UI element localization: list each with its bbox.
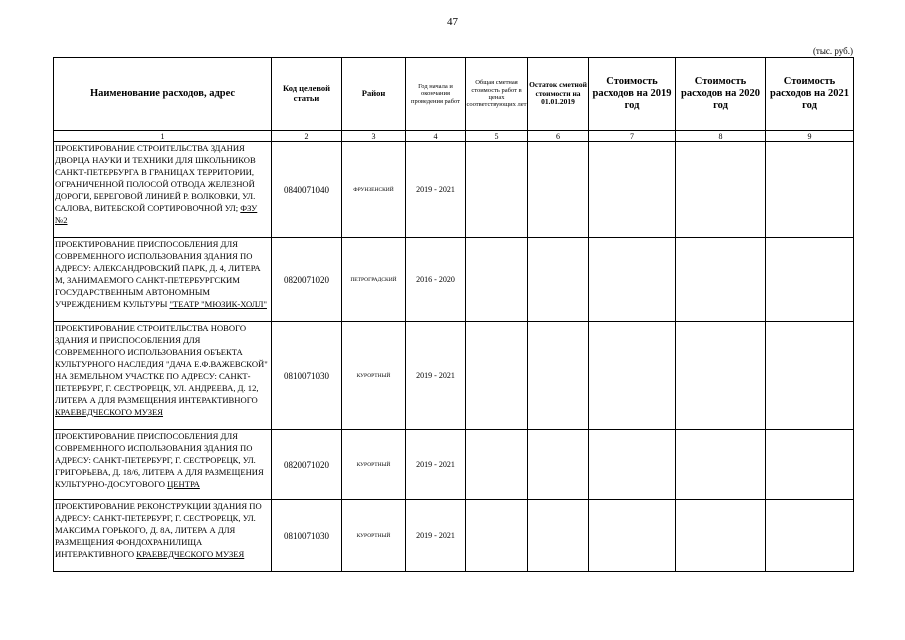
cost-2021 (766, 430, 854, 500)
work-years: 2016 - 2020 (406, 238, 466, 322)
target-code: 0820071020 (272, 430, 342, 500)
col-number: 2 (272, 131, 342, 142)
remainder (528, 430, 589, 500)
col-number: 6 (528, 131, 589, 142)
remainder (528, 238, 589, 322)
header-cost-2021: Стоимость расходов на 2021 год (766, 58, 854, 131)
expense-name-tail: КРАЕВЕДЧЕСКОГО МУЗЕЯ (55, 407, 164, 417)
header-years: Год начала и окончания проведения работ (406, 58, 466, 131)
col-number: 4 (406, 131, 466, 142)
total-cost (466, 238, 528, 322)
remainder (528, 322, 589, 430)
expense-name-text: ПРОЕКТИРОВАНИЕ ПРИСПОСОБЛЕНИЯ ДЛЯ СОВРЕМЕННОГО ИСПОЛЬЗОВАНИЯ ЗДАНИЯ ПО АДРЕСУ: АЛЕКСАНДРОВСКИЙ ПАРК, Д. 4, ЛИТЕРА М, ЗАНИМАЕМОГО САНКТ-ПЕТЕРБУРГСКИМ ГОСУДАРСТВЕННЫМ АВТОНОМНЫМ УЧРЕЖДЕНИЕМ КУЛЬТУРЫ (55, 239, 261, 309)
work-years: 2019 - 2021 (406, 142, 466, 238)
expense-name-tail: ЦЕНТРА (167, 479, 200, 489)
expense-name-text: ПРОЕКТИРОВАНИЕ СТРОИТЕЛЬСТВА ЗДАНИЯ ДВОРЦА НАУКИ И ТЕХНИКИ ДЛЯ ШКОЛЬНИКОВ САНКТ-ПЕТЕРБУРГА В ГРАНИЦАХ ТЕРРИТОРИИ, ОГРАНИЧЕННОЙ ПОЛОСОЙ ОТВОДА ЖЕЛЕЗНОЙ ДОРОГИ, БЕРЕГОВОЙ ЛИНИЕЙ Р. ВОЛКОВКИ, УЛ. САЛОВА, ВИТЕБСКОЙ СОРТИРОВОЧНОЙ УЛ; (55, 143, 256, 213)
cost-2020 (676, 430, 766, 500)
expense-name-text: ПРОЕКТИРОВАНИЕ СТРОИТЕЛЬСТВА НОВОГО ЗДАНИЯ И ПРИСПОСОБЛЕНИЯ ДЛЯ СОВРЕМЕННОГО ИСПОЛЬЗОВАНИЯ ОБЪЕКТА КУЛЬТУРНОГО НАСЛЕДИЯ "ДАЧА Е.Ф.ВАЖЕВСКОЙ" НА ЗЕМЕЛЬНОМ УЧАСТКЕ ПО АДРЕСУ: САНКТ-ПЕТЕРБУРГ, Г. СЕСТРОРЕЦК, УЛ. АНДРЕЕВА, Д. 12, ЛИТЕРА А ДЛЯ РАЗМЕЩЕНИЯ ИНТЕРАКТИВНОГО (55, 323, 268, 405)
col-number: 7 (589, 131, 676, 142)
total-cost (466, 430, 528, 500)
cost-2019 (589, 500, 676, 572)
district: КУРОРТНЫЙ (342, 322, 406, 430)
district: ПЕТРОГРАДСКИЙ (342, 238, 406, 322)
header-code: Код целевой статьи (272, 58, 342, 131)
expense-name-tail: "ТЕАТР "МЮЗИК-ХОЛЛ" (169, 299, 267, 309)
header-row (54, 58, 854, 131)
cost-2020 (676, 322, 766, 430)
expense-name (54, 142, 272, 238)
table-row (54, 238, 854, 322)
cost-2019 (589, 142, 676, 238)
cost-2021 (766, 142, 854, 238)
header-district: Район (342, 58, 406, 131)
work-years: 2019 - 2021 (406, 322, 466, 430)
cost-2020 (676, 238, 766, 322)
cost-2021 (766, 238, 854, 322)
header-total: Общая сметная стоимость работ в ценах соответствующих лет (466, 58, 528, 131)
work-years: 2019 - 2021 (406, 430, 466, 500)
target-code: 0810071030 (272, 500, 342, 572)
header-name: Наименование расходов, адрес (54, 58, 272, 131)
cost-2021 (766, 322, 854, 430)
target-code: 0810071030 (272, 322, 342, 430)
table-row (54, 142, 854, 238)
total-cost (466, 142, 528, 238)
cost-2019 (589, 238, 676, 322)
expense-name (54, 430, 272, 500)
remainder (528, 142, 589, 238)
page-number: 47 (447, 16, 458, 28)
expense-name (54, 322, 272, 430)
expense-name (54, 500, 272, 572)
expense-name-tail: ФЗУ №2 (55, 203, 258, 225)
header-cost-2020: Стоимость расходов на 2020 год (676, 58, 766, 131)
target-code: 0840071040 (272, 142, 342, 238)
header-cost-2019: Стоимость расходов на 2019 год (589, 58, 676, 131)
col-number: 9 (766, 131, 854, 142)
header-remainder: Остаток сметной стоимости на 01.01.2019 (528, 58, 589, 131)
table-row (54, 430, 854, 500)
expense-name (54, 238, 272, 322)
units-label: (тыс. руб.) (812, 46, 853, 56)
col-number: 1 (54, 131, 272, 142)
col-number: 3 (342, 131, 406, 142)
cost-2020 (676, 142, 766, 238)
target-code: 0820071020 (272, 238, 342, 322)
table-row (54, 322, 854, 430)
cost-2020 (676, 500, 766, 572)
cost-2021 (766, 500, 854, 572)
total-cost (466, 500, 528, 572)
district: КУРОРТНЫЙ (342, 430, 406, 500)
table-row (54, 500, 854, 572)
col-number: 8 (676, 131, 766, 142)
cost-2019 (589, 322, 676, 430)
remainder (528, 500, 589, 572)
district: КУРОРТНЫЙ (342, 500, 406, 572)
col-number: 5 (466, 131, 528, 142)
expense-name-tail: КРАЕВЕДЧЕСКОГО МУЗЕЯ (136, 549, 245, 559)
expense-name-text: ПРОЕКТИРОВАНИЕ РЕКОНСТРУКЦИИ ЗДАНИЯ ПО АДРЕСУ: САНКТ-ПЕТЕРБУРГ, Г. СЕСТРОРЕЦК, УЛ. МАКСИМА ГОРЬКОГО, Д. 8А, ЛИТЕРА А ДЛЯ РАЗМЕЩЕНИЯ ФОНДОХРАНИЛИЩА ИНТЕРАКТИВНОГО (55, 501, 262, 559)
cost-2019 (589, 430, 676, 500)
total-cost (466, 322, 528, 430)
district: ФРУНЗЕНСКИЙ (342, 142, 406, 238)
work-years: 2019 - 2021 (406, 500, 466, 572)
expenses-table (53, 57, 854, 572)
column-numbers-row (54, 131, 854, 142)
expense-name-text: ПРОЕКТИРОВАНИЕ ПРИСПОСОБЛЕНИЯ ДЛЯ СОВРЕМЕННОГО ИСПОЛЬЗОВАНИЯ ЗДАНИЯ ПО АДРЕСУ: САНКТ-ПЕТЕРБУРГ, Г. СЕСТРОРЕЦК, УЛ. ГРИГОРЬЕВА, Д. 18/6, ЛИТЕРА А ДЛЯ РАЗМЕЩЕНИЯ КУЛЬТУРНО-ДОСУГОВОГО (55, 431, 264, 489)
